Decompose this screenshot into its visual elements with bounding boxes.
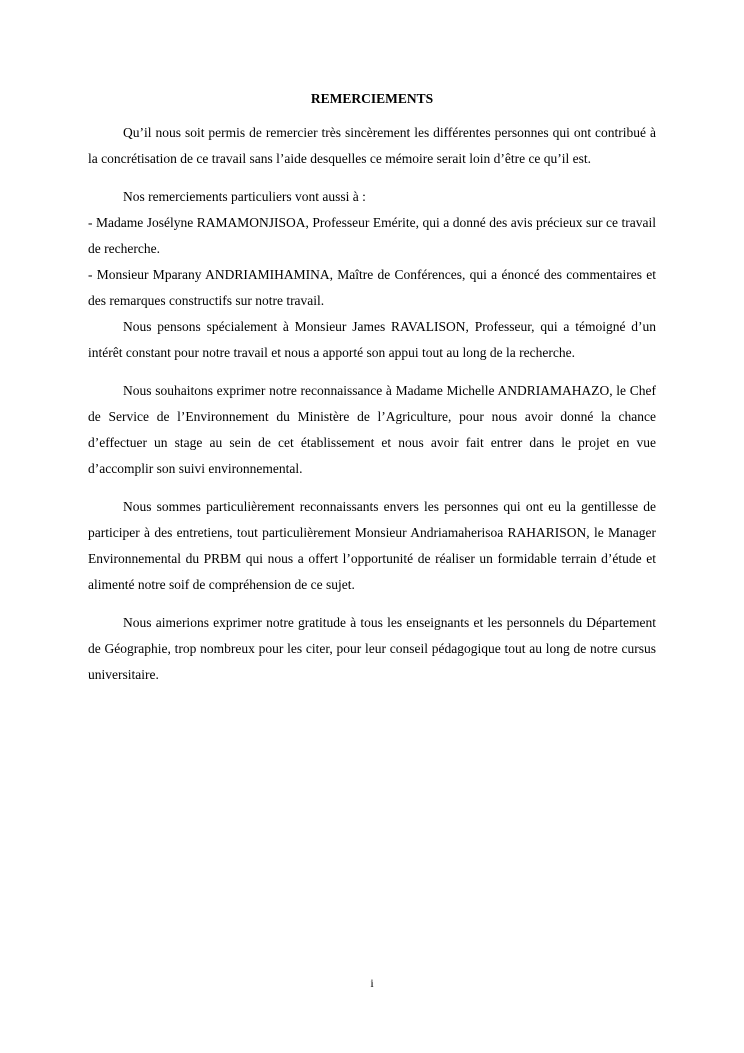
list-item-andriamihamina: - Monsieur Mparany ANDRIAMIHAMINA, Maître de Conférences, qui a énoncé des commentaires et des remarques constructifs sur notre travail. [88,267,656,308]
page-number: i [370,976,374,990]
paragraph-intro: Qu’il nous soit permis de remercier très sincèrement les différentes personnes qui ont contribué à la concrétisation de ce travail sans l’aide desquelles ce mémoire serait loin d’être ce qu’il est. [88,125,656,166]
list-item-ramamonjisoa: - Madame Josélyne RAMAMONJISOA, Professeur Emérite, qui a donné des avis précieux sur ce travail de recherche. [88,215,656,256]
paragraph-thanks-lead: Nos remerciements particuliers vont aussi à : [123,189,366,204]
paragraph-raharison: Nous sommes particulièrement reconnaissants envers les personnes qui ont eu la gentillesse de participer à des entretiens, tout particulièrement Monsieur Andriamaherisoa RAHARISON, le Manager Environnemental du PRBM qui nous a offert l’opportunité de réaliser un formidable terrain d’étude et alimenté notre soif de compréhension de ce sujet. [88,499,656,592]
paragraph-ravalison: Nous pensons spécialement à Monsieur James RAVALISON, Professeur, qui a témoigné d’un intérêt constant pour notre travail et nous a apporté son appui tout au long de la recherche. [88,319,656,360]
paragraph-andriamahazo: Nous souhaitons exprimer notre reconnaissance à Madame Michelle ANDRIAMAHAZO, le Chef de Service de l’Environnement du Ministère de l’Agriculture, pour nous avoir donné la chance d’effectuer un stage au sein de cet établissement et nous avoir fait entrer dans le projet en vue d’accomplir son suivi environnemental. [88,383,656,476]
page-title: REMERCIEMENTS [310,91,434,106]
paragraph-geography-department: Nous aimerions exprimer notre gratitude à tous les enseignants et les personnels du Département de Géographie, trop nombreux pour les citer, pour leur conseil pédagogique tout au long de notre cursus universitaire. [88,615,656,682]
document-body [88,120,656,688]
